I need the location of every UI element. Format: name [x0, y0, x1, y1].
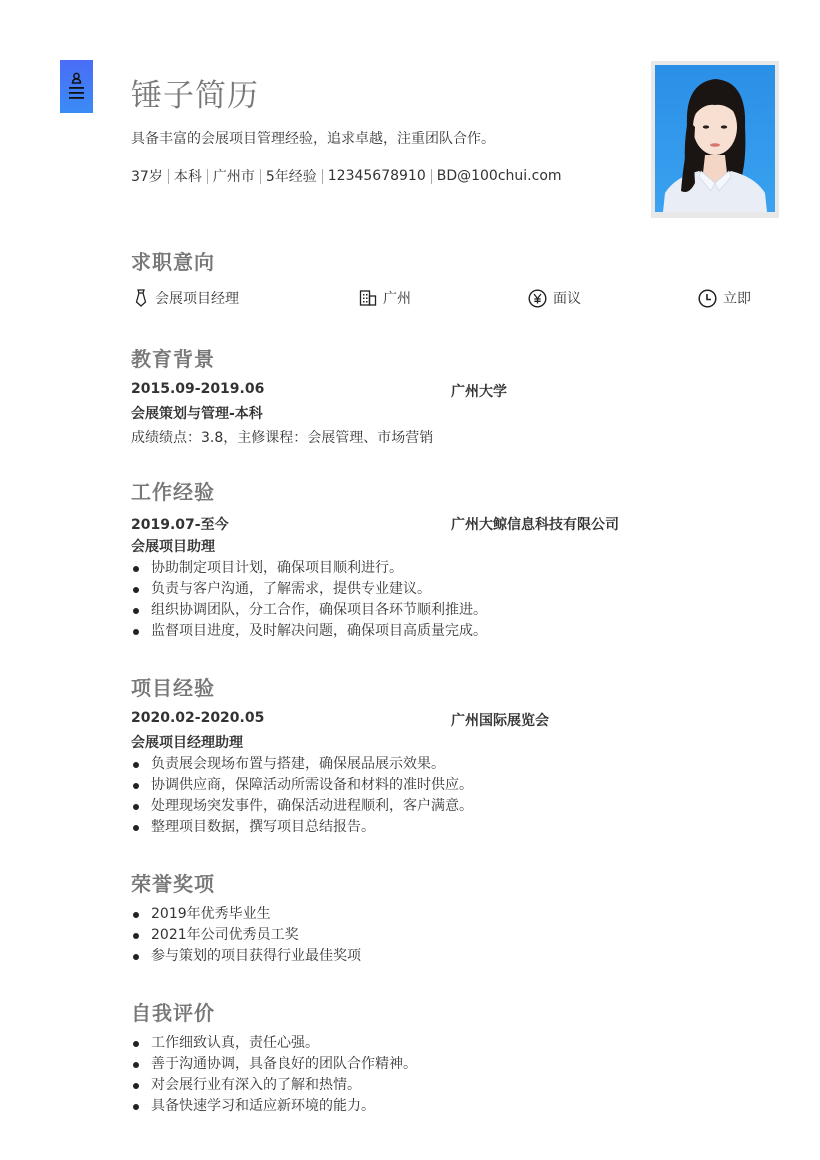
intent-salary-label: 面议 [553, 291, 581, 307]
list-item: 监督项目进度，及时解决问题，确保项目高质量完成。 [131, 621, 487, 642]
work-company: 广州大鲸信息科技有限公司 [451, 517, 619, 533]
info-age: 37岁 [131, 169, 163, 185]
education-school: 广州大学 [451, 384, 507, 400]
work-duties [131, 558, 487, 642]
education-detail: 成绩绩点：3.8，主修课程：会展管理、市场营销 [131, 430, 434, 446]
section-title-intent: 求职意向 [131, 250, 215, 274]
intent-city-label: 广州 [383, 291, 411, 307]
info-city: 广州市 [212, 169, 255, 185]
intent-position [133, 288, 239, 308]
list-item: 对会展行业有深入的了解和热情。 [131, 1075, 417, 1096]
project-role: 会展项目经理助理 [131, 735, 243, 751]
yen-icon [528, 289, 547, 308]
section-title-work: 工作经验 [131, 480, 215, 504]
education-major: 会展策划与管理-本科 [131, 406, 263, 422]
portrait-image [655, 65, 775, 212]
info-phone: 12345678910 [327, 168, 426, 184]
building-icon [359, 290, 377, 306]
divider [207, 169, 208, 184]
section-title-awards: 荣誉奖项 [131, 872, 215, 896]
resume-badge [60, 60, 93, 113]
intent-availability-label: 立即 [723, 291, 751, 307]
list-item: 负责与客户沟通，了解需求，提供专业建议。 [131, 579, 487, 600]
intent-position-label: 会展项目经理 [155, 291, 239, 307]
section-title-education: 教育背景 [131, 347, 215, 371]
list-item: 协助制定项目计划，确保项目顺利进行。 [131, 558, 487, 579]
basic-info [131, 166, 562, 186]
self-eval-list [131, 1033, 417, 1117]
education-period: 2015.09-2019.06 [131, 381, 265, 397]
project-period: 2020.02-2020.05 [131, 710, 265, 726]
project-duties [131, 754, 473, 838]
list-item: 协调供应商，保障活动所需设备和材料的准时供应。 [131, 775, 473, 796]
list-item: 具备快速学习和适应新环境的能力。 [131, 1096, 417, 1117]
work-position: 会展项目助理 [131, 539, 215, 555]
section-title-project: 项目经验 [131, 676, 215, 700]
awards-list [131, 904, 361, 967]
divider [260, 169, 261, 184]
resume-person-icon [67, 72, 86, 100]
divider [168, 169, 169, 184]
intent-salary [528, 288, 581, 308]
list-item: 负责展会现场布置与搭建，确保展品展示效果。 [131, 754, 473, 775]
list-item: 参与策划的项目获得行业最佳奖项 [131, 946, 361, 967]
divider [322, 169, 323, 184]
resume-summary: 具备丰富的会展项目管理经验，追求卓越，注重团队合作。 [131, 131, 495, 147]
list-item: 整理项目数据，撰写项目总结报告。 [131, 817, 473, 838]
section-title-self-eval: 自我评价 [131, 1001, 215, 1025]
list-item: 组织协调团队，分工合作，确保项目各环节顺利推进。 [131, 600, 487, 621]
divider [431, 169, 432, 184]
project-name: 广州国际展览会 [451, 713, 549, 729]
intent-availability [698, 288, 751, 308]
info-email: BD@100chui.com [436, 168, 562, 184]
profile-photo [651, 61, 779, 218]
list-item: 2021年公司优秀员工奖 [131, 925, 361, 946]
work-period: 2019.07-至今 [131, 517, 229, 533]
list-item: 处理现场突发事件，确保活动进程顺利，客户满意。 [131, 796, 473, 817]
list-item: 善于沟通协调，具备良好的团队合作精神。 [131, 1054, 417, 1075]
intent-city [359, 288, 411, 308]
info-degree: 本科 [173, 169, 202, 185]
list-item: 工作细致认真，责任心强。 [131, 1033, 417, 1054]
info-experience: 5年经验 [265, 169, 317, 185]
resume-name: 锤子简历 [131, 78, 259, 114]
clock-icon [698, 289, 717, 308]
list-item: 2019年优秀毕业生 [131, 904, 361, 925]
tie-icon [133, 289, 149, 307]
